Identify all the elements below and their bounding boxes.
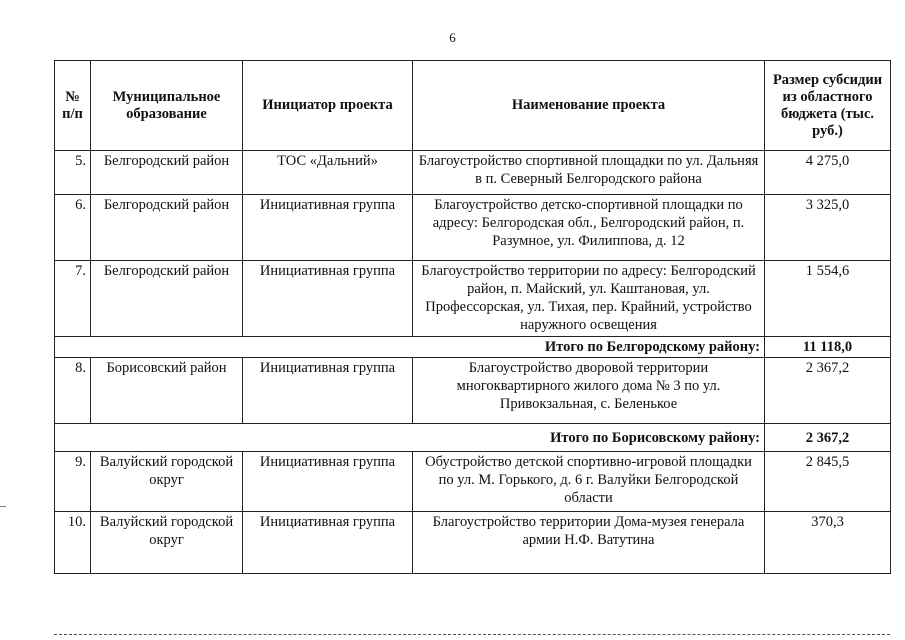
total-label-borisov: Итого по Борисовскому району: bbox=[55, 424, 765, 452]
row-project: Благоустройство спортивной площадки по ул. Дальняя в п. Северный Белгородского района bbox=[413, 151, 765, 195]
total-label-belgorod: Итого по Белгородскому району: bbox=[55, 337, 765, 358]
header-amount: Размер субсидии из областного бюджета (тыс. руб.) bbox=[765, 61, 891, 151]
row-municipality: Белгородский район bbox=[91, 195, 243, 261]
row-municipality: Белгородский район bbox=[91, 151, 243, 195]
row-initiator: Инициативная группа bbox=[243, 452, 413, 512]
row-initiator: ТОС «Дальний» bbox=[243, 151, 413, 195]
row-project: Благоустройство территории Дома-музея генерала армии Н.Ф. Ватутина bbox=[413, 512, 765, 574]
row-amount: 2 845,5 bbox=[765, 452, 891, 512]
row-amount: 3 325,0 bbox=[765, 195, 891, 261]
row-project: Обустройство детской спортивно-игровой площадки по ул. М. Горького, д. 6 г. Валуйки Белгородской области bbox=[413, 452, 765, 512]
header-municipality: Муниципальное образование bbox=[91, 61, 243, 151]
row-initiator: Инициативная группа bbox=[243, 512, 413, 574]
total-row-borisov bbox=[55, 424, 891, 452]
row-amount: 4 275,0 bbox=[765, 151, 891, 195]
footer-divider bbox=[54, 634, 890, 635]
row-project: Благоустройство территории по адресу: Белгородский район, п. Майский, ул. Каштановая, ул. Профессорская, ул. Тихая, пер. Крайний, устройство наружного освещения bbox=[413, 261, 765, 337]
total-amount-belgorod: 11 118,0 bbox=[765, 337, 891, 358]
scan-margin-mark bbox=[0, 506, 6, 507]
total-amount-borisov: 2 367,2 bbox=[765, 424, 891, 452]
header-project: Наименование проекта bbox=[413, 61, 765, 151]
row-num: 10. bbox=[55, 512, 91, 574]
row-project: Благоустройство дворовой территории многоквартирного жилого дома № 3 по ул. Привокзальная, с. Беленькое bbox=[413, 358, 765, 424]
row-amount: 2 367,2 bbox=[765, 358, 891, 424]
table-row bbox=[55, 358, 891, 424]
row-initiator: Инициативная группа bbox=[243, 195, 413, 261]
table-row bbox=[55, 195, 891, 261]
table-header-row bbox=[55, 61, 891, 151]
row-amount: 1 554,6 bbox=[765, 261, 891, 337]
header-num: № п/п bbox=[55, 61, 91, 151]
table-row bbox=[55, 512, 891, 574]
total-row-belgorod bbox=[55, 337, 891, 358]
row-municipality: Валуйский городской округ bbox=[91, 512, 243, 574]
subsidy-table bbox=[54, 60, 891, 574]
table-row bbox=[55, 261, 891, 337]
row-initiator: Инициативная группа bbox=[243, 358, 413, 424]
row-amount: 370,3 bbox=[765, 512, 891, 574]
row-num: 9. bbox=[55, 452, 91, 512]
row-num: 5. bbox=[55, 151, 91, 195]
row-num: 7. bbox=[55, 261, 91, 337]
table-row bbox=[55, 452, 891, 512]
row-num: 8. bbox=[55, 358, 91, 424]
header-initiator: Инициатор проекта bbox=[243, 61, 413, 151]
row-municipality: Белгородский район bbox=[91, 261, 243, 337]
page-number: 6 bbox=[449, 30, 456, 45]
row-project: Благоустройство детско-спортивной площадки по адресу: Белгородская обл., Белгородский район, п. Разумное, ул. Филиппова, д. 12 bbox=[413, 195, 765, 261]
row-municipality: Валуйский городской округ bbox=[91, 452, 243, 512]
row-num: 6. bbox=[55, 195, 91, 261]
row-municipality: Борисовский район bbox=[91, 358, 243, 424]
table-row bbox=[55, 151, 891, 195]
row-initiator: Инициативная группа bbox=[243, 261, 413, 337]
